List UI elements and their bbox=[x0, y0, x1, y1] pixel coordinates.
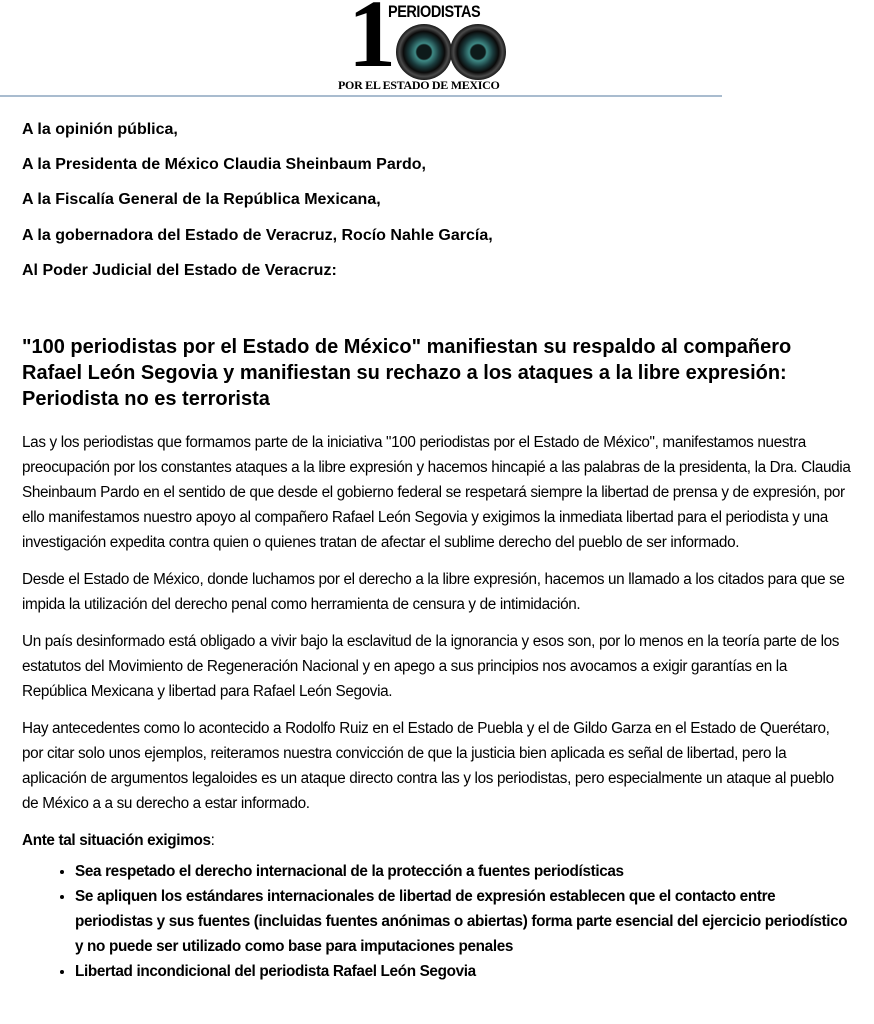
header-divider bbox=[0, 95, 722, 97]
logo-word: PERIODISTAS bbox=[388, 2, 481, 21]
demands-colon: : bbox=[210, 832, 215, 849]
camera-lens-icon bbox=[396, 24, 452, 80]
demands-intro bbox=[22, 828, 852, 853]
salutation: A la Fiscalía General de la República Mexicana, bbox=[22, 191, 381, 208]
demands-list bbox=[22, 859, 852, 984]
letter-body bbox=[22, 430, 852, 984]
logo-number: 1 bbox=[348, 0, 392, 87]
salutation: A la opinión pública, bbox=[22, 121, 178, 138]
salutation: A la gobernadora del Estado de Veracruz, Rocío Nahle García, bbox=[22, 227, 493, 244]
camera-lens-icon bbox=[450, 24, 506, 80]
demands-intro-text: Ante tal situación exigimos bbox=[22, 832, 211, 849]
logo-tagline: POR EL ESTADO DE MEXICO bbox=[338, 78, 500, 92]
logo bbox=[338, 0, 518, 95]
list-item: • Se apliquen los estándares internacionales de libertad de expresión establecen que el contacto entre periodistas y sus fuentes (incluidas fuentes anónimas o abiertas) forma parte esencial del ejercicio periodístico y no puede ser utilizado como base para imputaciones penales bbox=[75, 884, 852, 959]
paragraph: Hay antecedentes como lo acontecido a Rodolfo Ruiz en el Estado de Puebla y el de Gildo Garza en el Estado de Querétaro, por citar solo unos ejemplos, reiteramos nuestra convicción de que la justicia bien aplicada es señal de libertad, pero la aplicación de argumentos legaloides es un ataque directo contra las y los periodistas, pero especialmente un ataque al pueblo de México a a su derecho a estar informado. bbox=[22, 720, 834, 812]
paragraph: Un país desinformado está obligado a vivir bajo la esclavitud de la ignorancia y esos son, por lo menos en la teoría parte de los estatutos del Movimiento de Regeneración Nacional y en apego a sus principios nos avocamos a exigir garantías en la República Mexicana y libertad para Rafael León Segovia. bbox=[22, 633, 840, 700]
salutation: A la Presidenta de México Claudia Sheinbaum Pardo, bbox=[22, 156, 426, 173]
list-item: • Sea respetado el derecho internacional de la protección a fuentes periodísticas bbox=[75, 859, 852, 884]
salutation: Al Poder Judicial del Estado de Veracruz: bbox=[22, 262, 337, 279]
headline: "100 periodistas por el Estado de México" manifiestan su respaldo al compañero Rafael León Segovia y manifiestan su rechazo a los ataques a la libre expresión: Periodista no es terrorista bbox=[22, 336, 792, 410]
list-item: • Libertad incondicional del periodista Rafael León Segovia bbox=[75, 959, 852, 984]
paragraph: Desde el Estado de México, donde luchamos por el derecho a la libre expresión, hacemos un llamado a los citados para que se impida la utilización del derecho penal como herramienta de censura y de intimidación. bbox=[22, 571, 845, 613]
paragraph: Las y los periodistas que formamos parte de la iniciativa "100 periodistas por el Estado de México", manifestamos nuestra preocupación por los constantes ataques a la libre expresión y hacemos hincapié a las palabras de la presidenta, la Dra. Claudia Sheinbaum Pardo en el sentido de que desde el gobierno federal se respetará siempre la libertad de prensa y de expresión, por ello manifestamos nuestro apoyo al compañero Rafael León Segovia y exigimos la inmediata libertad para el periodista y una investigación expedita contra quien o quienes tratan de afectar el sublime derecho del pueblo de ser informado. bbox=[22, 434, 851, 551]
